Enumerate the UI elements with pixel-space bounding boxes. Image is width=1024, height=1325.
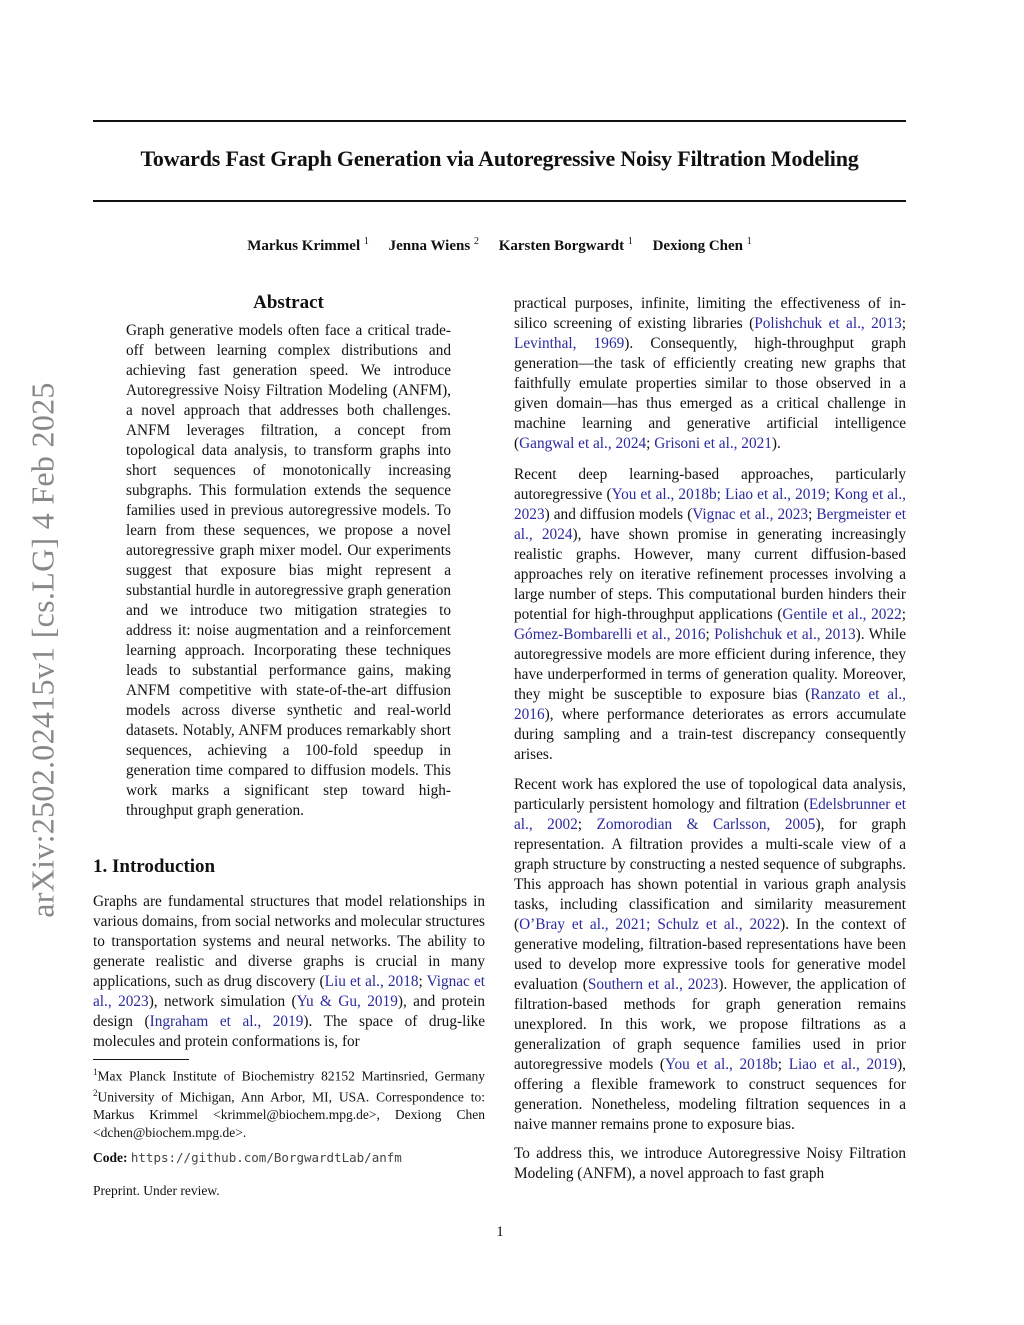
citation-link[interactable]: Bergmeister et al., 2024 [514, 506, 906, 543]
paragraph-text: ). The space of drug-like molecules and protein conformations is, for [93, 1013, 486, 1050]
paragraph-text: ; [808, 506, 817, 523]
intro-paragraph [93, 892, 485, 1052]
abstract-heading: Abstract [253, 292, 324, 313]
paragraph-text: ), have shown promise in generating increasingly realistic graphs. However, many current diffusion-based approaches rely on iterative refinement processes involving a large number of steps. This computational burden hinders their potential for high-throughput applications ( [514, 526, 906, 623]
footnote-mark: 2 [93, 1088, 98, 1098]
paragraph-text: Recent deep learning-based approaches, particularly autoregressive ( [514, 466, 906, 503]
body-paragraph [514, 1144, 906, 1184]
citation-link[interactable]: Gentile et al., 2022 [782, 606, 902, 623]
citation-link[interactable]: Polishchuk et al., 2013 [714, 626, 856, 643]
citation-link[interactable]: Ingraham et al., 2019 [149, 1013, 304, 1030]
arxiv-stamp [20, 370, 66, 930]
paragraph-text: ; [901, 315, 906, 332]
preprint-notice: Preprint. Under review. [93, 1183, 220, 1198]
title-bottom-rule [93, 200, 906, 202]
paragraph-text: practical purposes, infinite, limiting the effectiveness of in-silico screening of existing libraries ( [514, 295, 906, 332]
citation-link[interactable]: Polishchuk et al., 2013 [754, 315, 902, 332]
author-affiliation-mark: 1 [363, 236, 369, 247]
paragraph-text: ). While autoregressive models are more efficient during inference, they have underperformed in terms of generation quality. Moreover, they might be susceptible to exposure bias ( [514, 626, 906, 703]
citation-link[interactable]: Edelsbrunner et al., 2002 [514, 796, 906, 833]
body-paragraph [514, 465, 906, 765]
citation-link[interactable]: Gangwal et al., 2024 [519, 435, 647, 452]
paragraph-text: Recent work has explored the use of topological data analysis, particularly persistent homology and filtration ( [514, 776, 906, 813]
arxiv-identifier: arXiv:2502.02415v1 [cs.LG] 4 Feb 2025 [24, 382, 61, 918]
author-affiliation-mark: 1 [746, 236, 752, 247]
paragraph-text: ; [777, 1056, 789, 1073]
citation-link[interactable]: Vignac et al., 2023 [692, 506, 809, 523]
paragraph-text: ). However, the application of filtration-based methods for graph generation remains unexplored. In this work, we propose filtrations as a generalization of graph sequence families used in prior autoregressive models ( [514, 976, 906, 1073]
affiliation-footnote [93, 1064, 485, 1141]
author-list [93, 236, 906, 255]
paragraph-text: ; [577, 816, 597, 833]
page-number: 1 [496, 1224, 504, 1240]
paragraph-text: ), and protein design ( [93, 993, 486, 1030]
citation-link[interactable]: Gómez-Bombarelli et al., 2016 [514, 626, 706, 643]
paragraph-text: To address this, we introduce Autoregressive Noisy Filtration Modeling (ANFM), a novel approach to fast graph [514, 1145, 906, 1182]
paragraph-text: ), network simulation ( [148, 993, 297, 1010]
body-paragraph [514, 294, 906, 454]
citation-link[interactable]: O’Bray et al., 2021; Schulz et al., 2022 [519, 916, 781, 933]
paragraph-text: ) and diffusion models ( [544, 506, 693, 523]
author [247, 238, 369, 254]
paragraph-text: ; [418, 973, 427, 990]
code-repository-link[interactable]: https://github.com/BorgwardtLab/anfm [130, 1150, 402, 1165]
author [653, 238, 752, 254]
citation-link[interactable]: Vignac et al., 2023 [93, 973, 485, 1010]
author-affiliation-mark: 2 [473, 236, 479, 247]
paragraph-text: ), where performance deteriorates as errors accumulate during sampling and a train-test discrepancy consequently arises. [514, 706, 906, 763]
section-heading-introduction: 1. Introduction [93, 856, 216, 877]
paragraph-text: ; [705, 626, 715, 643]
author-affiliation-mark: 1 [627, 236, 633, 247]
citation-link[interactable]: Levinthal, 1969 [514, 335, 625, 352]
code-availability [93, 1150, 402, 1166]
affiliation-text: University of Michigan, Ann Arbor, MI, USA. Correspondence to: Markus Krimmel <krimmel@biochem.mpg.de>, Dexiong Chen <dchen@biochem.mpg.de>. [93, 1089, 485, 1140]
author-name: Markus Krimmel [247, 238, 361, 254]
body-paragraph [514, 775, 906, 1135]
citation-link[interactable]: You et al., 2018b; Liao et al., 2019; Kong et al., 2023 [514, 486, 906, 523]
citation-link[interactable]: Yu & Gu, 2019 [296, 993, 398, 1010]
citation-link[interactable]: You et al., 2018b [664, 1056, 778, 1073]
citation-link[interactable]: Zomorodian & Carlsson, 2005 [596, 816, 816, 833]
citation-link[interactable]: Liu et al., 2018 [324, 973, 419, 990]
paragraph-text: ). Consequently, high-throughput graph generation—the task of efficiently creating new graphs that faithfully emulate properties similar to those observed in a given domain—has thus emerged as a critical challenge in machine learning and generative artificial intelligence ( [514, 335, 906, 452]
affiliation-text: Max Planck Institute of Biochemistry 82152 Martinsried, Germany [97, 1068, 485, 1084]
code-label: Code: [93, 1150, 128, 1165]
citation-link[interactable]: Ranzato et al., 2016 [514, 686, 906, 723]
paragraph-text: ), for graph representation. A filtration provides a multi-scale view of a graph structure by constructing a nested sequence of subgraphs. This approach has shown potential in various graph analysis tasks, including classification and similarity measurement ( [514, 816, 907, 933]
citation-link[interactable]: Liao et al., 2019 [788, 1056, 898, 1073]
paper-title: Towards Fast Graph Generation via Autoregressive Noisy Filtration Modeling [140, 146, 859, 171]
author [389, 238, 479, 254]
paragraph-text: Graphs are fundamental structures that model relationships in various domains, from social networks and molecular structures to transportation systems and neural networks. The ability to generate realistic and diverse graphs is crucial in many applications, such as drug discovery ( [93, 893, 485, 990]
paragraph-text: ; [646, 435, 655, 452]
paragraph-text: ). [771, 435, 781, 452]
footnote-mark: 1 [93, 1067, 98, 1077]
author-name: Karsten Borgwardt [498, 238, 625, 254]
footnote-rule [93, 1059, 189, 1060]
title-top-rule [93, 120, 906, 122]
citation-link[interactable]: Southern et al., 2023 [587, 976, 719, 993]
author [499, 238, 633, 254]
author-name: Jenna Wiens [388, 238, 471, 254]
abstract-text: Graph generative models often face a critical trade-off between learning complex distributions and achieving fast generation speed. We introduce Autoregressive Noisy Filtration Modeling (ANFM), a novel approach that addresses both challenges. ANFM leverages filtration, a concept from topological data analysis, to transform graphs into short sequences of monotonically increasing subgraphs. This formulation extends the sequence families used in previous autoregressive models. To learn from these sequences, we propose a novel autoregressive graph mixer model. Our experiments suggest that exposure bias might represent a substantial hurdle in autoregressive graph generation and we introduce two mitigation strategies to address it: noise augmentation and a reinforcement learning approach. Incorporating these techniques leads to substantial performance gains, making ANFM competitive with state-of-the-art diffusion models across diverse synthetic and real-world datasets. Notably, ANFM produces remarkably short sequences, achieving a 100-fold speedup in generation time compared to diffusion models. This work marks a significant step toward high-throughput graph generation. [126, 322, 451, 819]
paragraph-text: ), offering a flexible framework to construct sequences for generation. Nonetheless, modeling filtration sequences in a naive manner remains prone to exposure bias. [514, 1056, 906, 1133]
paragraph-text: ; [901, 606, 906, 623]
author-name: Dexiong Chen [652, 238, 744, 254]
citation-link[interactable]: Grisoni et al., 2021 [654, 435, 772, 452]
paragraph-text: ). In the context of generative modeling, filtration-based representations have been used to develop more expressive tools for generative model evaluation ( [514, 916, 906, 993]
